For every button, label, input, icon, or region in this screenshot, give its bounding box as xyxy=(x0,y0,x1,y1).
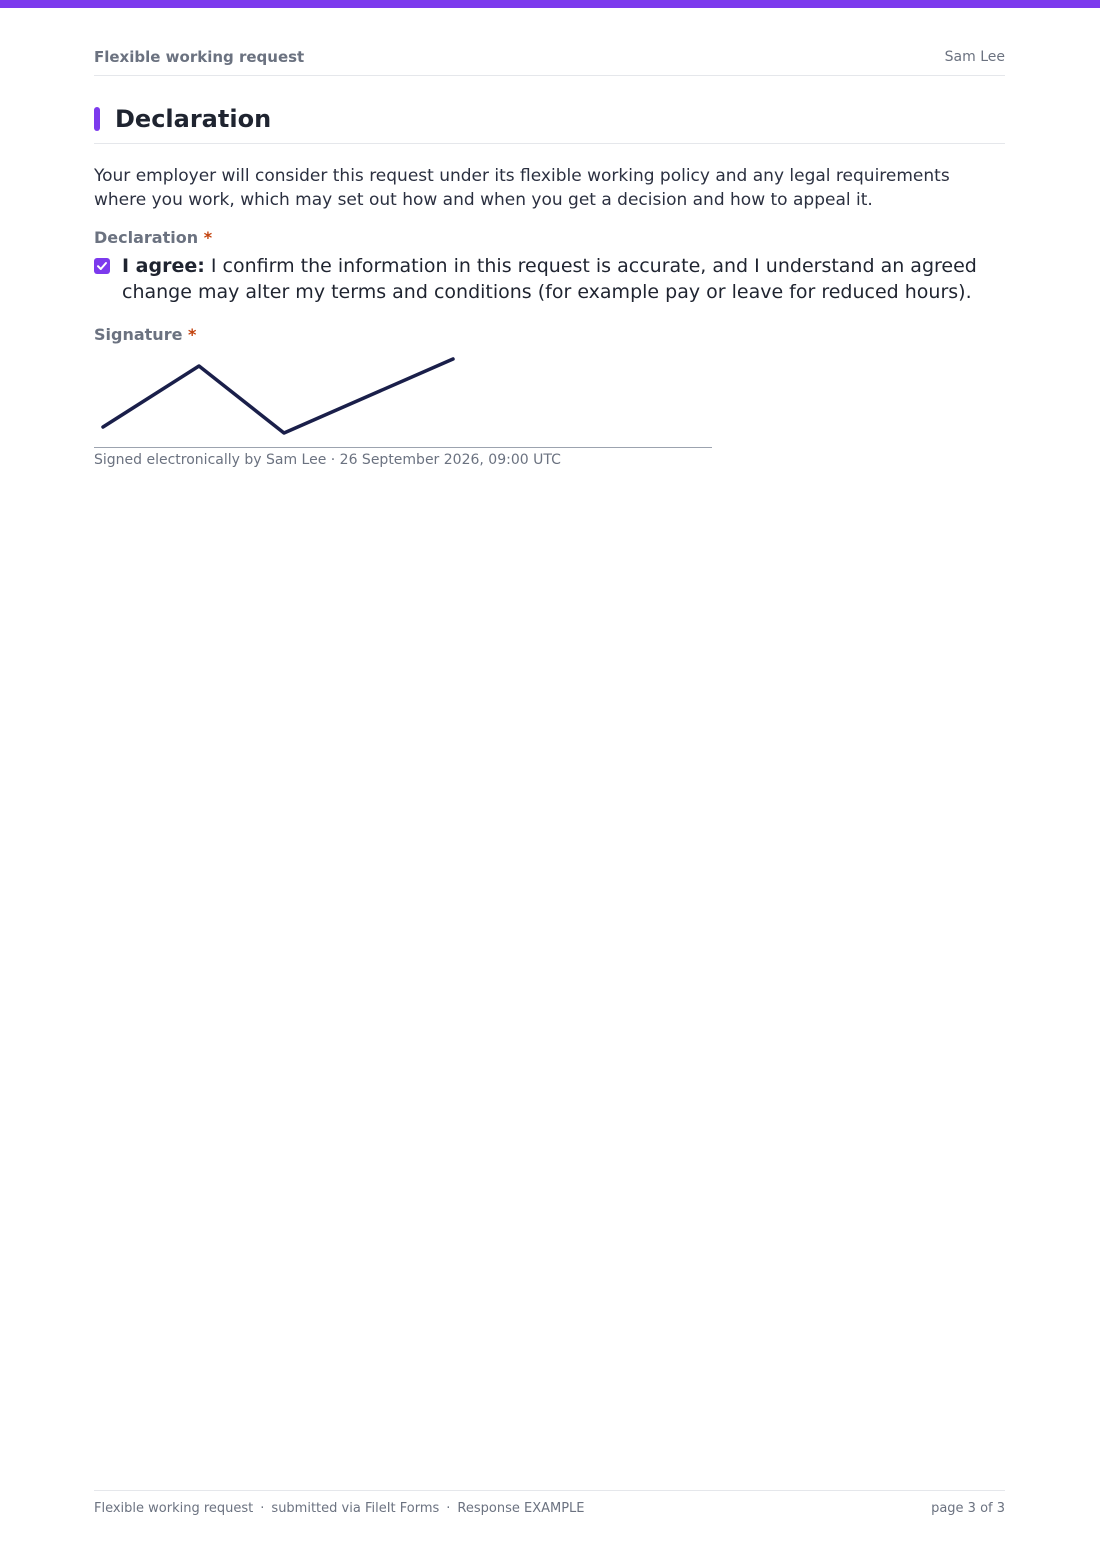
signature-meta: Signed electronically by Sam Lee · 26 September 2026, 09:00 UTC xyxy=(94,452,561,468)
footer-submitted: submitted via FileIt Forms xyxy=(271,1501,440,1516)
section-accent-marker xyxy=(94,107,100,131)
footer-form-name: Flexible working request xyxy=(94,1501,254,1516)
page-footer xyxy=(94,1490,1005,1517)
top-accent-bar xyxy=(0,0,1100,8)
checkmark-icon xyxy=(96,260,108,272)
signature-label xyxy=(94,325,196,345)
required-mark: * xyxy=(188,325,197,344)
document-owner: Sam Lee xyxy=(944,49,1005,65)
signature-drawing xyxy=(94,350,712,447)
footer-separator: · xyxy=(446,1501,451,1516)
section-title: Declaration xyxy=(115,105,272,133)
page-number: page 3 of 3 xyxy=(931,1501,1005,1516)
footer-separator: · xyxy=(260,1501,265,1516)
declaration-label xyxy=(94,228,212,248)
signature-label-text: Signature xyxy=(94,325,183,344)
section-intro: Your employer will consider this request under its flexible working policy and any legal requirements where you work, which may set out how and when you get a decision and how to appeal it. xyxy=(94,166,950,210)
required-mark: * xyxy=(203,228,213,247)
declaration-lead: I agree: xyxy=(122,255,205,277)
footer-info xyxy=(94,1501,585,1517)
section-heading xyxy=(94,104,1005,144)
declaration-text xyxy=(122,253,992,305)
declaration-body: I confirm the information in this request is accurate, and I understand an agreed change may alter my terms and conditions (for example pay or leave for reduced hours). xyxy=(122,255,977,303)
footer-response: Response EXAMPLE xyxy=(457,1501,585,1516)
signature-box xyxy=(94,350,712,448)
declaration-label-text: Declaration xyxy=(94,228,199,247)
declaration-checkbox[interactable] xyxy=(94,258,110,274)
page-header xyxy=(94,48,1005,76)
document-title: Flexible working request xyxy=(94,48,305,66)
